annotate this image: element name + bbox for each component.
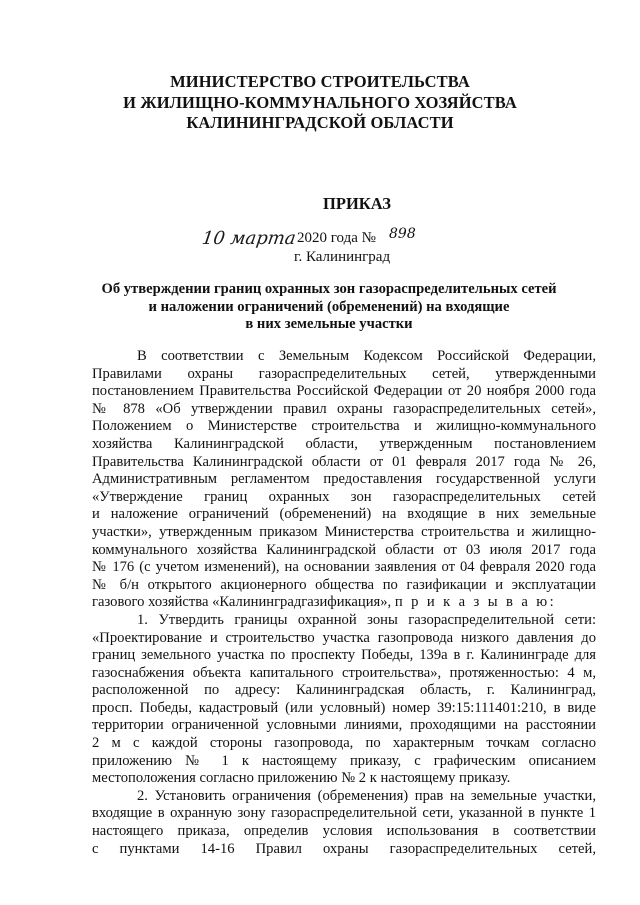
subject-line-1: Об утверждении границ охранных зон газораспределительных сетей xyxy=(101,281,557,297)
handwritten-date: 10 марта xyxy=(200,228,298,249)
printed-date: 2020 года № xyxy=(297,230,376,246)
subject-line-3: в них земельные участки xyxy=(245,316,413,332)
body-line: В соответствии с Земельным Кодексом Российской Федерации, xyxy=(137,348,596,364)
body-line: просп. Победы, кадастровый (или условный) номер 39:15:111401:210, в виде xyxy=(92,699,596,716)
body-line: хозяйства Калининградской области, утвержденным постановлением xyxy=(92,435,596,452)
ministry-header xyxy=(0,72,640,134)
body-line: 2 м с каждой стороны газопровода, по характерным точкам согласно xyxy=(92,735,596,752)
body-line: № б/н открытого акционерного общества по газификации и эксплуатации xyxy=(92,576,596,593)
body-line: расположенной по адресу: Калининградская область, г. Калининград, xyxy=(92,682,596,699)
ministry-line-1: МИНИСТЕРСТВО СТРОИТЕЛЬСТВА xyxy=(170,72,470,91)
ministry-line-2: И ЖИЛИЩНО-КОММУНАЛЬНОГО ХОЗЯЙСТВА xyxy=(123,92,517,112)
body-line: коммунального хозяйства Калининградской области от 03 июля 2017 года xyxy=(92,541,596,558)
clause-1-first-line: 1. Утвердить границы охранной зоны газораспределительной сети: xyxy=(137,611,596,628)
body-line-with-decree xyxy=(92,594,596,612)
body-line: «Утверждение границ охранных зон газораспределительных сетей xyxy=(92,488,596,505)
body-line: входящие в охранную зону газораспределительной сети, указанной в пункте 1 xyxy=(92,805,596,822)
body-line: местоположения согласно приложению № 2 к настоящему приказу. xyxy=(92,770,511,787)
city-line: г. Калининград xyxy=(294,249,391,265)
order-subject xyxy=(90,281,568,334)
decree-spaced-word: п р и к а з ы в а ю: xyxy=(394,594,557,611)
body-line: № 878 «Об утверждении правил охраны газораспределительных сетей», xyxy=(92,400,596,417)
body-line: газоснабжения объекта капитального строительства», протяженностью: 4 м, xyxy=(92,664,596,681)
order-body xyxy=(92,348,596,858)
body-line: участки», утвержденным приказом Министерства строительства и жилищно- xyxy=(92,523,596,540)
body-line: приложению № 1 к настоящему приказу, с графическим описанием xyxy=(92,752,596,769)
body-line: границ земельного участка по проспекту Победы, 139а в г. Калининграде для xyxy=(92,647,596,664)
document-type-title: ПРИКАЗ xyxy=(323,194,391,213)
body-line: газового хозяйства «Калининградгазификация», xyxy=(92,594,395,611)
body-line: настоящего приказа, определив условия использования в соответствии xyxy=(92,823,596,840)
clause-2-first-line: 2. Установить ограничения (обременения) прав на земельные участки, xyxy=(137,787,596,804)
body-line: Положением о Министерстве строительства и жилищно-коммунального xyxy=(92,418,596,435)
body-line: № 176 (с учетом изменений), на основании заявления от 04 февраля 2020 года xyxy=(92,559,596,576)
ministry-line-3: КАЛИНИНГРАДСКОЙ ОБЛАСТИ xyxy=(186,113,454,132)
body-line: постановлением Правительства Российской Федерации от 20 ноября 2000 года xyxy=(92,383,596,400)
body-line: Правилами охраны газораспределительных сетей, утвержденными xyxy=(92,365,596,382)
body-line: и наложение ограничений (обременений) на входящие в них земельные xyxy=(92,506,596,523)
handwritten-number: 898 xyxy=(389,226,416,242)
subject-line-2: и наложении ограничений (обременений) на входящие xyxy=(148,298,510,315)
body-line: Правительства Калининградской области от 01 февраля 2017 года № 26, xyxy=(92,453,596,470)
body-line: Административным регламентом предоставления государственной услуги xyxy=(92,471,596,488)
body-line: территории ограниченной условными линиями, проходящими на расстоянии xyxy=(92,717,596,734)
body-line: с пунктами 14-16 Правил охраны газораспределительных сетей, xyxy=(92,840,596,857)
body-line: «Проектирование и строительство участка газопровода низкого давления до xyxy=(92,629,596,646)
